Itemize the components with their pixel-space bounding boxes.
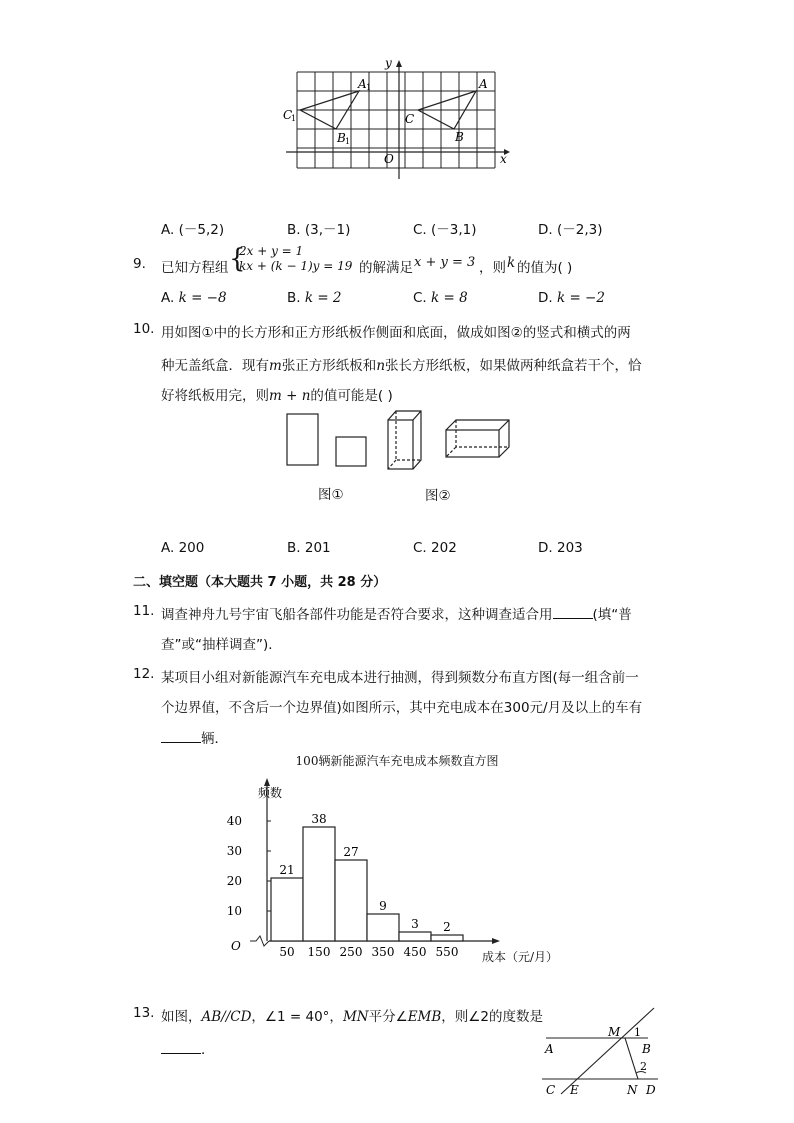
x-ticks xyxy=(279,945,458,959)
q10-line3: 好将纸板用完，则m + n的值可能是( ) xyxy=(161,388,393,404)
section-heading: 二、填空题（本大题共 7 小题，共 28 分） xyxy=(133,575,387,590)
q12-number: 12. xyxy=(133,666,155,682)
q8-option-d[interactable]: D. (－2,3) xyxy=(538,222,603,238)
q11-line1: 调查神舟九号宇宙飞船各部件功能是否符合要求，这种调查适合用 (填“普 xyxy=(161,607,632,623)
histogram-bar xyxy=(271,878,303,941)
grid-lines xyxy=(297,72,495,168)
q9-option-a[interactable]: A. k = −8 xyxy=(161,290,227,306)
label-e: E xyxy=(570,1083,579,1097)
rectangle-board-shape xyxy=(287,414,318,465)
q13-line1: 如图，AB//CD，∠1 = 40°，MN平分∠EMB，则∠2的度数是 xyxy=(161,1009,543,1025)
q12-line1: 某项目小组对新能源汽车充电成本进行抽测，得到频数分布直方图(每一组含前一 xyxy=(161,670,639,686)
x-axis-arrow xyxy=(492,938,500,944)
y-axis-arrow xyxy=(264,778,270,786)
label-c1-sub: 1 xyxy=(291,114,297,123)
bars xyxy=(271,812,463,941)
q13-line2: ． xyxy=(161,1038,215,1058)
q8-option-a[interactable]: A. (－5,2) xyxy=(161,222,225,238)
q8-option-c[interactable]: C. (－3,1) xyxy=(413,222,477,238)
q9-number: 9. xyxy=(133,256,146,272)
q11-line2: 查”或“抽样调查”)． xyxy=(161,637,282,653)
label-a1-sub: 1 xyxy=(366,83,372,92)
x-tick-label: 150 xyxy=(307,945,331,959)
q10-option-b[interactable]: B. 201 xyxy=(287,540,331,556)
q9-option-b[interactable]: B. k = 2 xyxy=(287,290,342,306)
label-b: B xyxy=(642,1042,651,1056)
q9-option-c[interactable]: C. k = 8 xyxy=(413,290,468,306)
q10-figure1-caption: 图① xyxy=(318,487,344,503)
label-m: M xyxy=(608,1025,621,1039)
x-axis-label: 成本（元/月） xyxy=(482,950,559,964)
q13-number: 13. xyxy=(133,1005,155,1021)
horizontal-box-shape xyxy=(446,420,509,457)
x-tick-label: 250 xyxy=(339,945,363,959)
q11-answer-blank[interactable] xyxy=(553,606,593,619)
q11-number: 11. xyxy=(133,603,155,619)
q12-line3: 辆． xyxy=(161,727,228,747)
q10-box-figures xyxy=(282,408,514,478)
origin-label: O xyxy=(231,939,241,953)
bar-value-label: 21 xyxy=(279,863,295,877)
label-origin: O xyxy=(384,152,394,166)
histogram-bar xyxy=(367,914,399,941)
bar-value-label: 3 xyxy=(411,917,419,931)
y-tick-label: 20 xyxy=(226,874,242,888)
label-c: C xyxy=(405,112,415,126)
label-c1: C xyxy=(283,108,293,122)
histogram-bar xyxy=(431,935,463,941)
q13-answer-blank[interactable] xyxy=(161,1041,201,1054)
x-tick-label: 450 xyxy=(403,945,427,959)
label-a1: A xyxy=(358,77,367,91)
histogram-bar xyxy=(399,932,431,941)
q10-line1: 用如图①中的长方形和正方形纸板作侧面和底面，做成如图②的竖式和横式的两 xyxy=(161,325,631,341)
x-tick-label: 350 xyxy=(371,945,395,959)
chart-title: 100辆新能源汽车充电成本频数直方图 xyxy=(295,754,499,768)
y-tick-label: 40 xyxy=(226,814,242,828)
label-b1-sub: 1 xyxy=(345,137,351,146)
label-c: C xyxy=(546,1083,556,1097)
label-b: B xyxy=(455,130,464,144)
q13-geometry-figure xyxy=(538,1003,662,1098)
coordinate-grid-figure xyxy=(278,55,514,185)
axis-break xyxy=(250,936,269,946)
label-y: y xyxy=(385,56,392,70)
square-board-shape xyxy=(336,437,366,466)
q10-number: 10. xyxy=(133,321,155,337)
q10-option-a[interactable]: A. 200 xyxy=(161,540,205,556)
histogram-bar xyxy=(335,860,367,941)
q9-brace: { xyxy=(229,244,246,274)
histogram-chart xyxy=(220,772,580,972)
q10-option-c[interactable]: C. 202 xyxy=(413,540,457,556)
label-x: x xyxy=(500,152,507,166)
bar-value-label: 2 xyxy=(443,920,451,934)
q10-figure2-caption: 图② xyxy=(425,488,451,504)
q12-answer-blank[interactable] xyxy=(161,730,201,743)
bar-value-label: 9 xyxy=(379,899,387,913)
y-ticks xyxy=(227,814,271,918)
label-a: A xyxy=(545,1042,554,1056)
histogram-bar xyxy=(303,827,335,941)
q12-line2: 个边界值，不含后一个边界值)如图所示，其中充电成本在300元/月及以上的车有 xyxy=(161,700,643,716)
vertical-box-shape xyxy=(388,411,421,469)
bar-value-label: 27 xyxy=(343,845,359,859)
q8-option-b[interactable]: B. (3,－1) xyxy=(287,222,351,238)
label-b1: B xyxy=(337,131,346,145)
y-axis-arrow xyxy=(396,60,402,67)
x-tick-label: 550 xyxy=(435,945,459,959)
q10-line2: 种无盖纸盒．现有m张正方形纸板和n张长方形纸板，如果做两种纸盒若干个，恰 xyxy=(161,358,642,374)
label-angle-1: 1 xyxy=(634,1026,641,1039)
y-axis-label: 频数 xyxy=(258,786,283,800)
bar-value-label: 38 xyxy=(311,812,327,826)
q10-option-d[interactable]: D. 203 xyxy=(538,540,583,556)
y-tick-label: 10 xyxy=(226,904,242,918)
x-tick-label: 50 xyxy=(279,945,295,959)
transversal-ef xyxy=(561,1008,654,1094)
label-a: A xyxy=(479,77,488,91)
y-tick-label: 30 xyxy=(226,844,242,858)
q9-option-d[interactable]: D. k = −2 xyxy=(538,290,605,306)
label-angle-2: 2 xyxy=(640,1060,647,1073)
label-d: D xyxy=(646,1083,656,1097)
label-n: N xyxy=(627,1083,638,1097)
